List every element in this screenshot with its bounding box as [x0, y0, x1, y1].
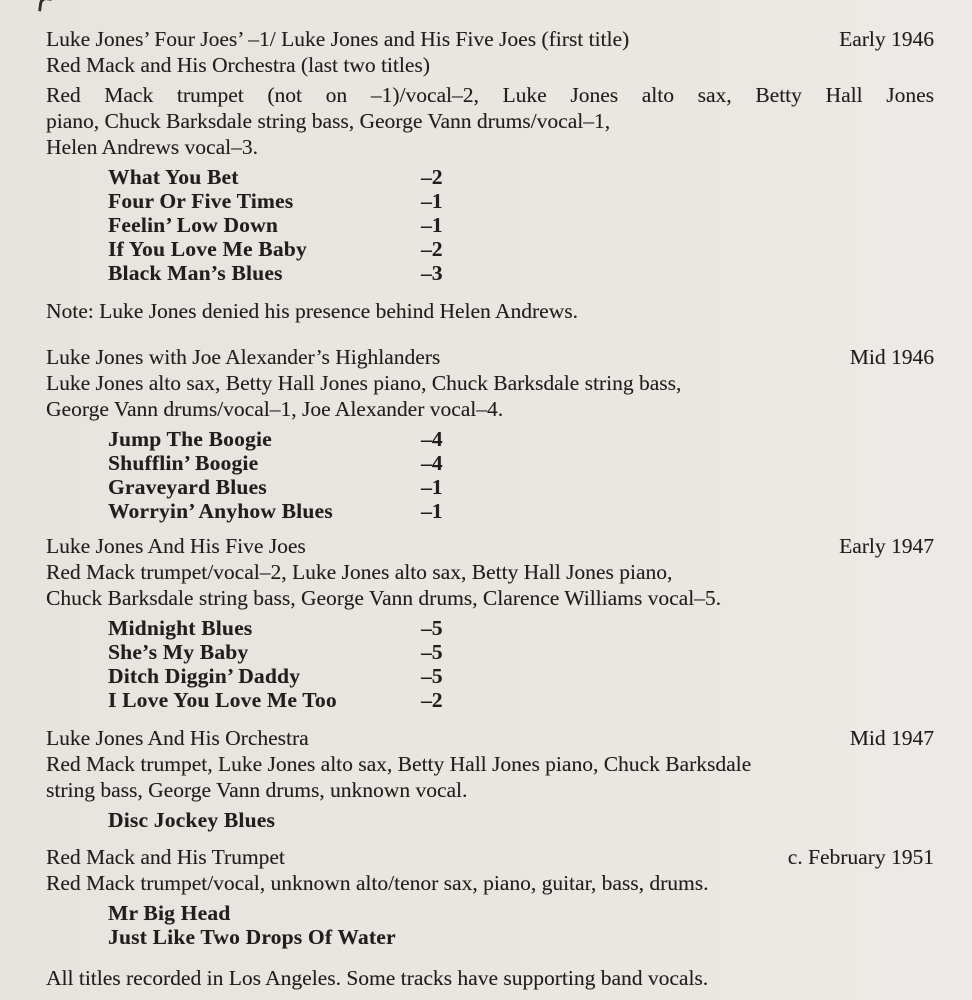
track-row — [108, 808, 934, 832]
session-date: Mid 1947 — [849, 726, 934, 750]
track-title: Worryin’ Anyhow Blues — [108, 499, 333, 523]
personnel — [46, 870, 934, 896]
track-code: –3 — [421, 261, 443, 285]
track-title: Jump The Boogie — [108, 427, 272, 451]
track-list — [108, 165, 934, 285]
personnel-line: Red Mack trumpet/vocal, unknown alto/tenor sax, piano, guitar, bass, drums. — [46, 871, 709, 895]
track-row — [108, 237, 934, 261]
track-row — [108, 664, 934, 688]
track-code: –5 — [421, 616, 443, 640]
track-title: Shufflin’ Boogie — [108, 451, 259, 475]
track-title: She’s My Baby — [108, 640, 249, 664]
track-title: Four Or Five Times — [108, 189, 294, 213]
session-early-1947 — [46, 533, 934, 712]
track-code: –1 — [421, 213, 443, 237]
session-artist: Luke Jones with Joe Alexander’s Highlanders — [46, 345, 441, 369]
track-row — [108, 213, 934, 237]
track-row — [108, 165, 934, 189]
track-row — [108, 688, 934, 712]
track-code: –2 — [421, 165, 443, 189]
track-list — [108, 808, 934, 832]
track-row — [108, 925, 934, 949]
session-early-1946 — [46, 26, 934, 324]
session-date: Mid 1946 — [849, 345, 934, 369]
track-code: –4 — [421, 451, 443, 475]
track-row — [108, 901, 934, 925]
track-code: –1 — [421, 189, 443, 213]
session-feb-1951 — [46, 844, 934, 949]
track-code: –5 — [421, 664, 443, 688]
session-date: c. February 1951 — [787, 845, 934, 869]
track-code: –1 — [421, 499, 443, 523]
session-artist-line2: Red Mack and His Orchestra (last two titles) — [46, 53, 430, 77]
track-code: –2 — [421, 688, 443, 712]
personnel — [46, 370, 934, 422]
session-header — [46, 344, 934, 370]
session-artist: Red Mack and His Trumpet — [46, 845, 285, 869]
session-date: Early 1946 — [839, 27, 934, 51]
track-row — [108, 475, 934, 499]
personnel-line: Red Mack trumpet/vocal–2, Luke Jones alto sax, Betty Hall Jones piano, — [46, 560, 673, 584]
personnel-line: piano, Chuck Barksdale string bass, George Vann drums/vocal–1, — [46, 109, 611, 133]
personnel — [46, 751, 934, 803]
personnel-line: Chuck Barksdale string bass, George Vann drums, Clarence Williams vocal–5. — [46, 586, 722, 610]
personnel-line: Helen Andrews vocal–3. — [46, 135, 258, 159]
track-title: Just Like Two Drops Of Water — [108, 925, 396, 949]
track-row — [108, 189, 934, 213]
personnel-line: string bass, George Vann drums, unknown vocal. — [46, 778, 468, 802]
track-row — [108, 616, 934, 640]
track-title: What You Bet — [108, 165, 239, 189]
track-row — [108, 640, 934, 664]
track-code: –4 — [421, 427, 443, 451]
track-list — [108, 901, 934, 949]
track-title: I Love You Love Me Too — [108, 688, 337, 712]
personnel — [46, 82, 934, 160]
scan-artifact — [38, 0, 52, 13]
session-artist: Luke Jones’ Four Joes’ –1/ Luke Jones and His Five Joes (first title) — [46, 27, 630, 51]
session-header — [46, 533, 934, 559]
track-title: Mr Big Head — [108, 901, 231, 925]
personnel — [46, 559, 934, 611]
track-title: Feelin’ Low Down — [108, 213, 279, 237]
session-header — [46, 725, 934, 751]
track-title: Midnight Blues — [108, 616, 253, 640]
session-mid-1946 — [46, 344, 934, 523]
track-row — [108, 499, 934, 523]
session-note: Note: Luke Jones denied his presence behind Helen Andrews. — [46, 299, 578, 323]
session-date: Early 1947 — [839, 534, 934, 558]
track-title: Disc Jockey Blues — [108, 808, 276, 832]
track-list — [108, 427, 934, 523]
session-mid-1947 — [46, 725, 934, 832]
track-code: –5 — [421, 640, 443, 664]
personnel-line: Luke Jones alto sax, Betty Hall Jones piano, Chuck Barksdale string bass, — [46, 371, 682, 395]
session-header — [46, 844, 934, 870]
track-title: If You Love Me Baby — [108, 237, 307, 261]
personnel-line: Red Mack trumpet (not on –1)/vocal–2, Luke Jones alto sax, Betty Hall Jones — [46, 83, 934, 107]
footer-note: All titles recorded in Los Angeles. Some tracks have supporting band vocals. — [46, 966, 709, 990]
session-header — [46, 26, 934, 52]
track-list — [108, 616, 934, 712]
session-artist: Luke Jones And His Five Joes — [46, 534, 306, 558]
personnel-line: Red Mack trumpet, Luke Jones alto sax, Betty Hall Jones piano, Chuck Barksdale — [46, 752, 752, 776]
personnel-line: George Vann drums/vocal–1, Joe Alexander vocal–4. — [46, 397, 504, 421]
track-row — [108, 451, 934, 475]
track-code: –2 — [421, 237, 443, 261]
track-title: Graveyard Blues — [108, 475, 267, 499]
track-row — [108, 427, 934, 451]
track-code: –1 — [421, 475, 443, 499]
track-row — [108, 261, 934, 285]
track-title: Black Man’s Blues — [108, 261, 283, 285]
track-title: Ditch Diggin’ Daddy — [108, 664, 301, 688]
session-artist: Luke Jones And His Orchestra — [46, 726, 309, 750]
